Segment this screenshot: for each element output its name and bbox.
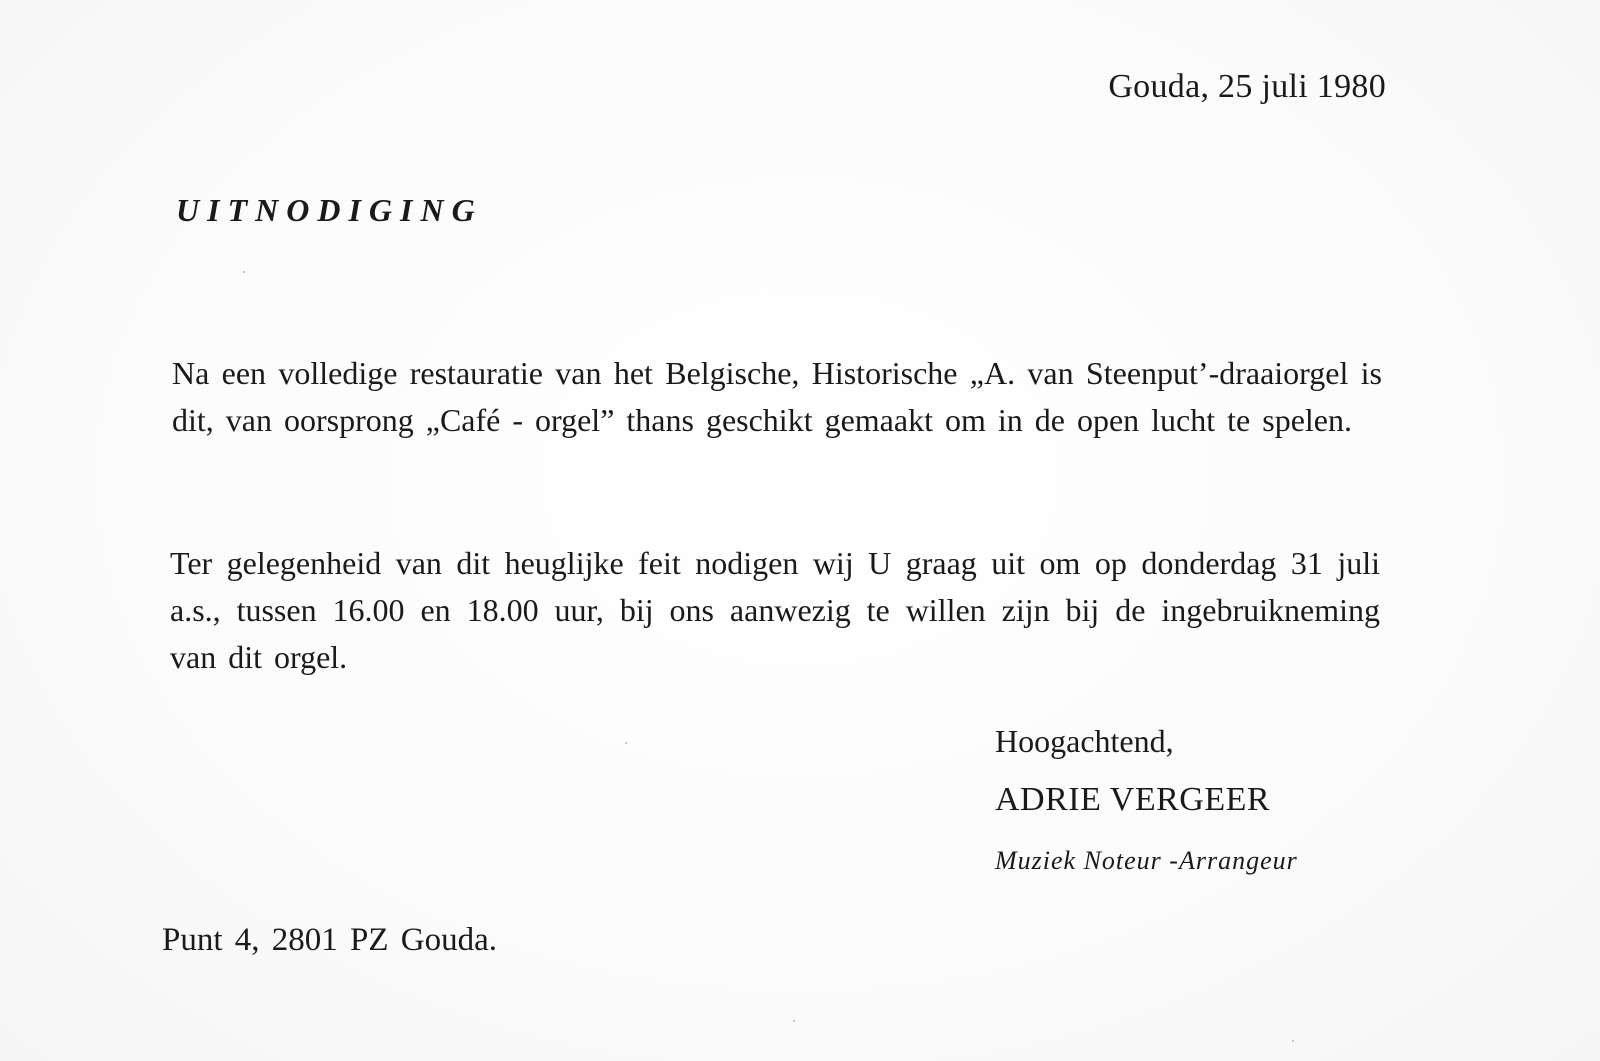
paper-speck: [243, 271, 245, 273]
paragraph-restoration: Na een volledige restauratie van het Belgische, Historische „A. van Steenput’-draaiorgel is dit, van oorsprong „Café - orgel” thans geschikt gemaakt om in de open lucht te spelen.: [172, 355, 1382, 438]
closing-salutation: Hoogachtend,: [995, 723, 1174, 759]
paper-speck: [625, 742, 627, 744]
sender-address: Punt 4, 2801 PZ Gouda.: [162, 922, 498, 958]
paper-speck: [1292, 1040, 1294, 1042]
letter-title: UITNODIGING: [176, 192, 483, 228]
signer-name: ADRIE VERGEER: [995, 781, 1271, 818]
paper-speck: [793, 1020, 795, 1022]
paragraph-invitation: Ter gelegenheid van dit heuglijke feit nodigen wij U graag uit om op donderdag 31 juli a.s., tussen 16.00 en 18.00 uur, bij ons aanwezig te willen zijn bij de ingebruikneming van dit orgel.: [170, 545, 1380, 675]
letter-date: Gouda, 25 juli 1980: [1108, 68, 1386, 105]
signer-role: Muziek Noteur -Arrangeur: [995, 846, 1298, 875]
